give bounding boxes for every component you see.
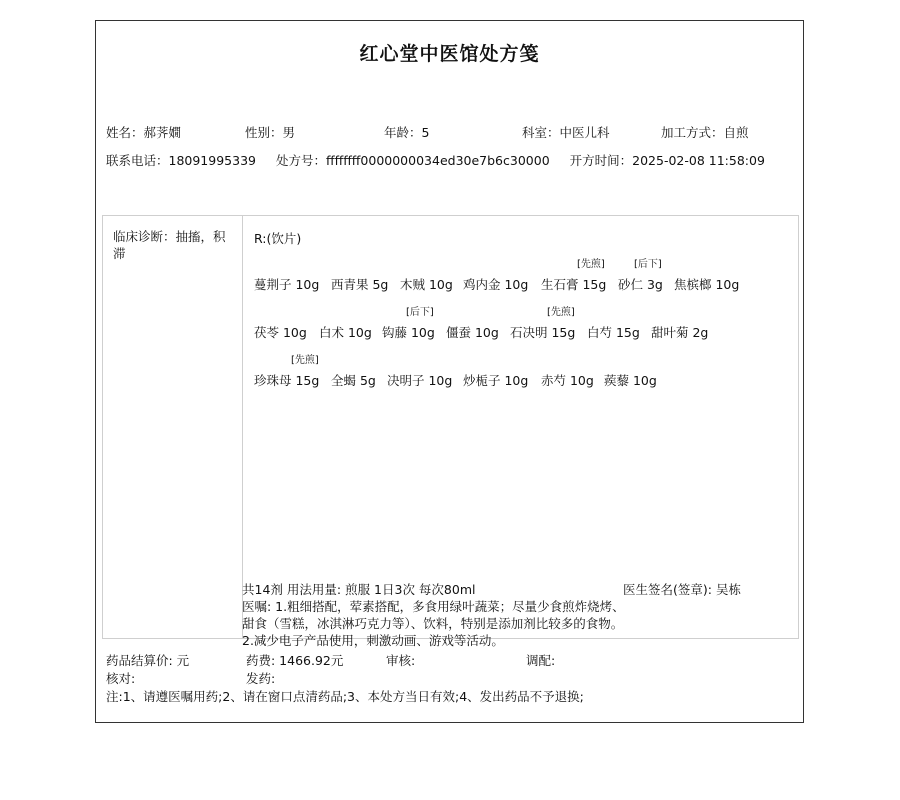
herb-name: 砂仁 3g: [618, 277, 663, 292]
herb-name: 决明子 10g: [387, 373, 453, 388]
herb-name: 全蝎 5g: [331, 373, 376, 388]
herb-note: [后下]: [634, 259, 662, 270]
dosage-instructions: 共14剂 用法用量: 煎服 1日3次 每次80ml: [242, 582, 476, 597]
herb-name: 蔓荆子 10g: [254, 277, 320, 292]
herb-row-1: [254, 255, 794, 295]
prescription-meta-row: [106, 151, 781, 169]
herb-note: [先煎]: [547, 307, 575, 318]
herb-name: 西青果 5g: [331, 277, 389, 292]
department: 科室：中医儿科: [522, 125, 610, 140]
herb-name: 赤芍 10g: [541, 373, 594, 388]
dispense-field: 调配:: [526, 653, 556, 668]
herb-name: 白术 10g: [319, 325, 372, 340]
medical-advice: 医嘱: 1.粗细搭配，荤素搭配，多食用绿叶蔬菜；尽量少食煎炸烧烤、甜食（雪糕，冰淇淋巧克力等）、饮料，特别是添加剂比较多的食物。 2.减少电子产品使用，刺激动画、游戏等活动。: [242, 599, 625, 648]
page-title: 红心堂中医馆处方笺: [359, 43, 540, 65]
herb-name: 珍珠母 15g: [254, 373, 320, 388]
rx-label: R:(饮片): [254, 231, 302, 246]
herb-name: 生石膏 15g: [541, 277, 607, 292]
herb-note: [先煎]: [577, 259, 605, 270]
herb-row-2: [254, 303, 794, 343]
footer-note: 注:1、请遵医嘱用药;2、请在窗口点清药品;3、本处方当日有效;4、发出药品不予退换;: [106, 689, 584, 704]
herb-note: [先煎]: [291, 355, 319, 366]
herb-name: 茯苓 10g: [254, 325, 307, 340]
patient-age: 年龄：5: [384, 125, 430, 140]
herb-name: 木贼 10g: [400, 277, 453, 292]
check-field: 核对:: [106, 671, 136, 686]
review-field: 审核:: [386, 653, 416, 668]
processing-method: 加工方式：自煎: [661, 125, 749, 140]
clinical-diagnosis: 临床诊断：抽搐，积滞: [113, 229, 226, 261]
herb-name: 蒺藜 10g: [604, 373, 657, 388]
contact-phone: 联系电话：18091995339: [106, 153, 256, 168]
herb-name: 焦槟榔 10g: [674, 277, 740, 292]
patient-name: 姓名：郝荠嫺: [106, 125, 182, 140]
settlement-price: 药品结算价: 元: [106, 653, 190, 668]
prescription-number: 处方号：ffffffff0000000034ed30e7b6c30000: [275, 153, 550, 168]
herb-name: 炒栀子 10g: [463, 373, 529, 388]
drug-fee: 药费: 1466.92元: [246, 653, 344, 668]
herb-name: 石决明 15g: [510, 325, 576, 340]
herb-name: 甜叶菊 2g: [651, 325, 709, 340]
prescription-sheet: [95, 20, 804, 723]
herb-name: 钩藤 10g: [382, 325, 435, 340]
prescription-time: 开方时间：2025-02-08 11:58:09: [569, 153, 765, 168]
doctor-signature: 医生签名(签章): 吴栋: [623, 582, 741, 597]
herb-row-3: [254, 351, 794, 391]
prescription-body: [102, 215, 799, 639]
issue-field: 发药:: [246, 671, 276, 686]
herb-name: 鸡内金 10g: [463, 277, 529, 292]
herb-name: 僵蚕 10g: [446, 325, 499, 340]
diagnosis-column: [103, 216, 243, 638]
patient-gender: 性别：男: [245, 125, 296, 140]
herb-name: 白芍 15g: [587, 325, 640, 340]
herb-note: [后下]: [406, 307, 434, 318]
